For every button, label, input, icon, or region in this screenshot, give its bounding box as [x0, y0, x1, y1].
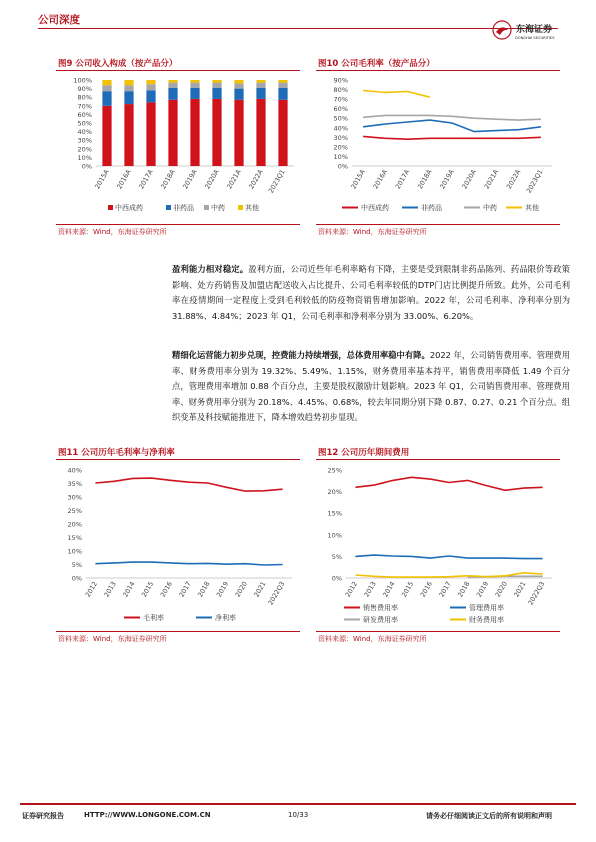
fig9-bar-segment: [212, 83, 221, 88]
fig10-legend-label: 非药品: [421, 204, 442, 212]
fig9-bar-segment: [168, 88, 177, 100]
paragraph-expenses-lead: 精细化运营能力初步兑现，控费能力持续增强，总体费用率稳中有降。: [172, 350, 430, 360]
fig11-xtick-label: 2017: [177, 580, 193, 599]
fig10-series-line: [363, 136, 541, 139]
fig11-source: 资料来源：Wind，东海证券研究所: [58, 635, 167, 643]
fig9-bar-segment: [124, 85, 133, 91]
fig11-ytick-label: 5%: [71, 561, 82, 569]
fig9-bar-segment: [256, 99, 265, 166]
fig9-bar-segment: [168, 83, 177, 88]
fig9-legend-swatch: [108, 205, 113, 210]
fig9-legend-label: 非药品: [173, 204, 194, 212]
fig10-xtick-label: 2015A: [349, 168, 367, 191]
fig9-bar-segment: [212, 80, 221, 83]
fig10-chart: [316, 72, 562, 222]
fig9-ytick-label: 0%: [81, 162, 92, 171]
fig10-xtick-label: 2017A: [393, 168, 412, 191]
fig9-bar-segment: [256, 83, 265, 88]
fig10-series-line: [363, 91, 430, 98]
fig9-xtick-label: 2021A: [225, 168, 243, 191]
logo-en-text: DONGHAI SECURITIES: [515, 36, 555, 40]
fig10-chart-svg: [316, 72, 562, 222]
fig9-source-line: [56, 224, 300, 225]
fig9-legend-swatch: [238, 205, 243, 210]
fig11-series-line: [95, 478, 282, 491]
fig9-xtick-label: 2023Q1: [266, 168, 287, 195]
fig9-bar-segment: [146, 84, 155, 90]
fig12-legend-label: 财务费用率: [469, 616, 504, 624]
fig9-bar-segment: [278, 88, 287, 100]
fig9-legend-label: 中西成药: [115, 204, 143, 212]
fig10-legend-label: 中西成药: [361, 204, 389, 212]
fig11-xtick-label: 2019: [214, 580, 231, 599]
fig11-xtick-label: 2013: [102, 580, 118, 599]
fig9-bar-segment: [234, 83, 243, 88]
section-title: 公司深度: [38, 14, 80, 26]
fig9-bar-segment: [168, 100, 177, 166]
fig9-bar-segment: [124, 80, 133, 85]
fig10-ytick-label: 80%: [333, 86, 348, 95]
fig9-ytick-label: 70%: [77, 102, 92, 111]
fig11-source-line: [56, 631, 300, 632]
fig10-ytick-label: 10%: [333, 152, 348, 161]
fig11-ytick-label: 15%: [67, 534, 82, 542]
fig9-bar-segment: [234, 89, 243, 100]
fig9-xtick-label: 2020A: [203, 168, 221, 191]
fig9-bar-segment: [124, 104, 133, 166]
fig9-bar-segment: [146, 80, 155, 84]
fig11-ytick-label: 10%: [67, 547, 82, 556]
fig11-xtick-label: 2021: [252, 580, 268, 599]
fig9-bar-segment: [234, 80, 243, 83]
fig12-title-line: [316, 459, 560, 460]
logo-mark-icon: [493, 21, 511, 39]
fig11-ytick-label: 25%: [67, 507, 82, 515]
fig9-bar-segment: [278, 83, 287, 88]
fig9-ytick-label: 100%: [73, 76, 92, 85]
fig9-ytick-label: 50%: [77, 119, 92, 128]
fig11-xtick-label: 2012: [83, 580, 100, 599]
fig9-bar-segment: [102, 85, 111, 91]
fig9-title-line: [56, 70, 300, 71]
fig9-bar-segment: [146, 102, 155, 166]
paragraph-expenses-body: 2022 年，公司销售费用率、管理费用率、财务费用率分别为 19.32%、5.49%、1.15%，财务费用率基本持平，销售费用率降低 1.49 个百分点，管理费用率增加 0.88 个百分点，主要是股权激励计划影响。2023 年 Q1，公司销售费用率、管理费用率、财务费用率分别为 20.18%、4.45%、0.68%，较去年同期分别下降 0.87、0.27、0.21 个百分点。组织变革及科技赋能推进下，降本增效趋势初步显现。: [172, 350, 570, 423]
logo-cn-text: 东海证券: [516, 25, 553, 35]
fig11-ytick-label: 40%: [67, 466, 82, 475]
fig9-bar-segment: [168, 80, 177, 83]
fig11-xtick-label: 2014: [121, 580, 137, 599]
company-logo: [492, 20, 572, 48]
fig9-xtick-label: 2015A: [93, 168, 111, 191]
fig12-ytick-label: 0%: [331, 574, 342, 583]
fig9-xtick-label: 2019A: [181, 168, 199, 191]
fig11-chart-svg: [56, 462, 302, 630]
fig9-bar-segment: [190, 80, 199, 83]
fig12-ytick-label: 20%: [327, 488, 342, 497]
fig10-ytick-label: 0%: [337, 162, 348, 171]
fig10-series-line: [363, 115, 541, 120]
fig9-ytick-label: 40%: [77, 128, 92, 137]
fig12-chart-svg: [316, 462, 562, 630]
fig12-chart: [316, 462, 562, 630]
fig10-legend-label: 其他: [525, 204, 539, 212]
fig12-ytick-label: 5%: [331, 552, 342, 561]
fig12-xtick-label: 2021: [512, 580, 528, 599]
fig10-ytick-label: 60%: [333, 105, 348, 114]
fig11-title: 图11 公司历年毛利率与净利率: [58, 448, 175, 458]
header-divider: [38, 28, 558, 29]
fig9-bar-segment: [256, 80, 265, 83]
fig9-bar-segment: [102, 80, 111, 85]
fig9-bar-segment: [234, 100, 243, 166]
fig12-ytick-label: 15%: [327, 509, 342, 518]
fig12-ytick-label: 25%: [327, 466, 342, 475]
fig12-series-line: [355, 477, 542, 490]
paragraph-expenses: [172, 348, 570, 426]
fig9-xtick-label: 2018A: [159, 168, 177, 191]
fig9-title: 图9 公司收入构成（按产品分）: [58, 59, 178, 69]
fig12-xtick-label: 2013: [362, 580, 378, 599]
fig9-legend-swatch: [166, 205, 171, 210]
fig9-bar-segment: [256, 88, 265, 99]
fig12-xtick-label: 2016: [418, 580, 434, 599]
fig9-bar-segment: [190, 99, 199, 166]
fig12-xtick-label: 2020: [493, 580, 509, 599]
fig11-ytick-label: 30%: [67, 493, 82, 502]
paragraph-profitability-body: 盈利方面，公司近些年毛利率略有下降，主要是受到限制非药品陈列、药品限价等政策影响、处方药销售及加盟店配送收入占比提升、公司毛利率较低的DTP门店比例提升所致。此外，公司毛利率在疫情期间一定程度上受到毛利较低的防疫物资销售增加影响。2022 年，公司毛利率、净利率分别为 31.88%、4.84%；2023 年 Q1，公司毛利率和净利率分别为 33.00%、6.20%。: [172, 264, 570, 321]
fig12-xtick-label: 2019: [474, 580, 491, 599]
fig12-legend-label: 销售费用率: [363, 604, 398, 612]
fig12-xtick-label: 2012: [343, 580, 360, 599]
fig10-ytick-label: 40%: [333, 124, 348, 133]
fig11-ytick-label: 0%: [71, 574, 82, 583]
fig9-bar-segment: [124, 91, 133, 104]
fig10-legend-label: 中药: [483, 204, 497, 212]
fig9-ytick-label: 10%: [77, 153, 92, 162]
fig9-chart: [56, 72, 302, 222]
fig11-series-line: [95, 562, 282, 565]
fig10-series-line: [363, 120, 541, 132]
fig9-bar-segment: [278, 100, 287, 166]
fig10-ytick-label: 20%: [333, 143, 348, 152]
fig11-xtick-label: 2018: [196, 580, 212, 599]
fig10-xtick-label: 2022A: [504, 168, 523, 191]
paragraph-profitability-lead: 盈利能力相对稳定。: [172, 264, 249, 274]
fig12-xtick-label: 2022Q3: [526, 580, 547, 607]
fig10-ytick-label: 70%: [333, 95, 348, 104]
fig12-xtick-label: 2014: [381, 580, 397, 599]
fig12-ytick-label: 10%: [327, 531, 342, 540]
fig9-xtick-label: 2022A: [247, 168, 265, 191]
fig10-xtick-label: 2023Q1: [524, 168, 545, 195]
footer-report-type: 证券研究报告: [22, 812, 64, 820]
fig12-xtick-label: 2017: [437, 580, 453, 599]
footer-url[interactable]: HTTP://WWW.LONGONE.COM.CN: [84, 811, 211, 819]
fig10-title-line: [316, 70, 560, 71]
fig9-ytick-label: 90%: [77, 85, 92, 94]
fig11-chart: [56, 462, 302, 630]
fig9-bar-segment: [102, 106, 111, 166]
footer-divider: [20, 803, 576, 805]
fig9-bar-segment: [212, 99, 221, 166]
fig9-ytick-label: 80%: [77, 93, 92, 102]
fig11-legend-label: 毛利率: [143, 614, 164, 622]
fig9-legend-swatch: [204, 205, 209, 210]
fig9-chart-svg: [56, 72, 302, 222]
fig9-ytick-label: 60%: [77, 110, 92, 119]
fig11-xtick-label: 2022Q3: [266, 580, 287, 607]
fig10-xtick-label: 2020A: [460, 168, 478, 191]
fig9-bar-segment: [190, 88, 199, 99]
fig9-xtick-label: 2016A: [115, 168, 133, 191]
fig9-bar-segment: [190, 83, 199, 88]
fig12-source-line: [316, 631, 560, 632]
fig10-title: 图10 公司毛利率（按产品分）: [318, 59, 435, 69]
fig9-bar-segment: [278, 80, 287, 83]
fig11-title-line: [56, 459, 300, 460]
fig12-legend-label: 研发费用率: [363, 616, 398, 624]
fig11-xtick-label: 2020: [233, 580, 249, 599]
fig9-bar-segment: [102, 91, 111, 106]
fig11-ytick-label: 20%: [67, 520, 82, 529]
fig12-xtick-label: 2015: [400, 580, 416, 599]
fig10-xtick-label: 2018A: [416, 168, 434, 191]
fig10-xtick-label: 2016A: [371, 168, 390, 191]
fig12-title: 图12 公司历年期间费用: [318, 448, 410, 458]
fig9-bar-segment: [146, 90, 155, 102]
fig12-xtick-label: 2018: [456, 580, 472, 599]
fig12-legend-label: 管理费用率: [469, 604, 504, 612]
fig9-source: 资料来源：Wind，东海证券研究所: [58, 228, 167, 236]
fig11-ytick-label: 35%: [67, 480, 82, 488]
fig9-ytick-label: 30%: [77, 136, 92, 145]
fig9-legend-label: 中药: [211, 204, 225, 212]
fig9-legend-label: 其他: [245, 204, 259, 212]
fig9-bar-segment: [212, 88, 221, 99]
fig10-xtick-label: 2021A: [482, 168, 501, 191]
fig10-source-line: [316, 224, 560, 225]
fig10-ytick-label: 90%: [333, 76, 348, 85]
fig10-ytick-label: 30%: [333, 133, 348, 142]
fig12-series-line: [355, 555, 542, 559]
fig10-xtick-label: 2019A: [438, 168, 456, 191]
fig12-source: 资料来源：Wind，东海证券研究所: [318, 635, 427, 643]
fig9-ytick-label: 20%: [77, 145, 92, 154]
paragraph-profitability: [172, 262, 570, 324]
fig10-ytick-label: 50%: [333, 114, 348, 123]
fig11-legend-label: 净利率: [215, 614, 236, 622]
fig11-xtick-label: 2016: [158, 580, 174, 599]
footer-disclaimer: 请务必仔细阅读正文后的所有说明和声明: [426, 812, 552, 820]
fig10-source: 资料来源：Wind，东海证券研究所: [318, 228, 427, 236]
footer-page-number: 10/33: [288, 811, 309, 819]
fig9-xtick-label: 2017A: [137, 168, 155, 191]
fig11-xtick-label: 2015: [140, 580, 156, 599]
